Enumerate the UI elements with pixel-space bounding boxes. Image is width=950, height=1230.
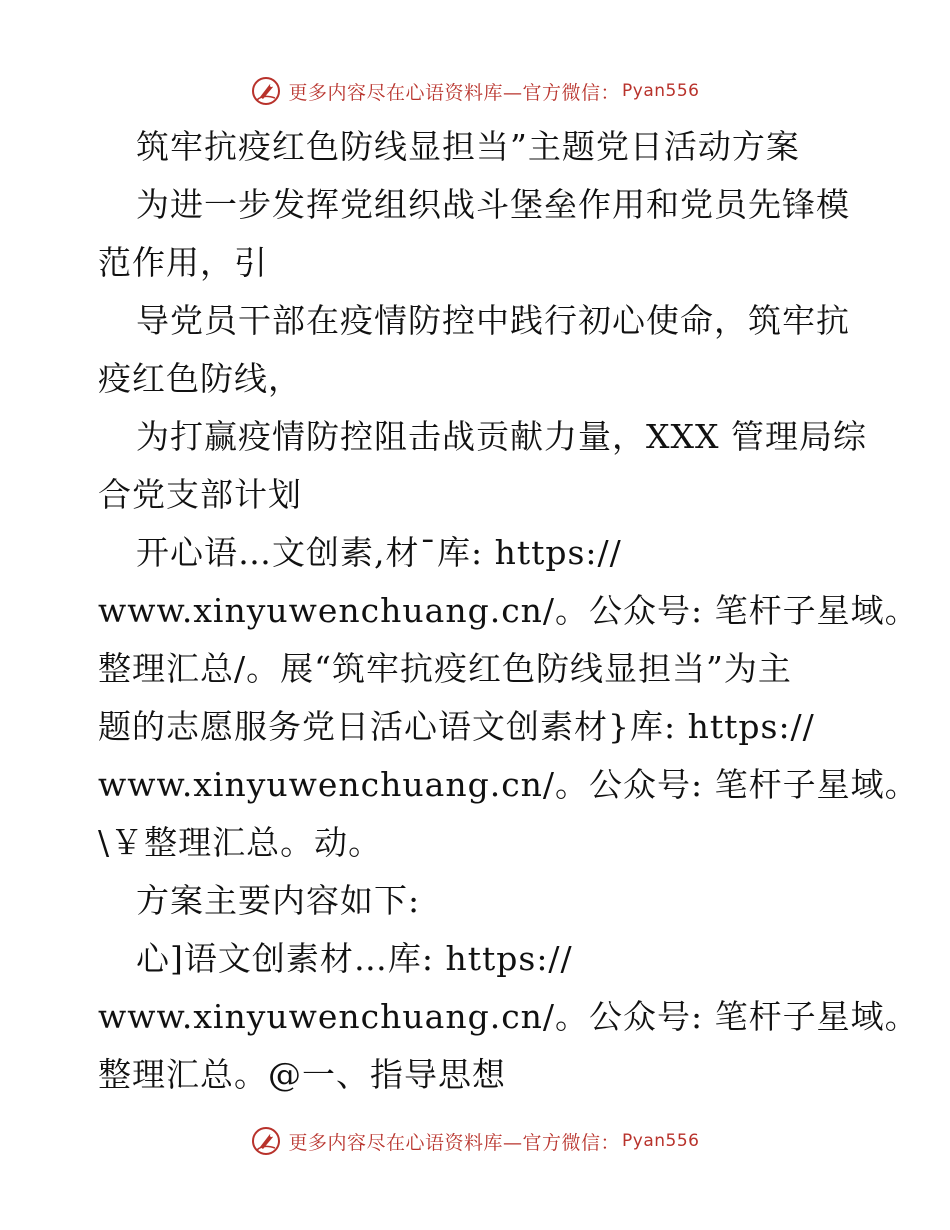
doc-title-line: 筑牢抗疫红色防线显担当”主题党日活动方案 (136, 127, 800, 166)
paragraph-line: 疫红色防线， (98, 359, 302, 398)
pen-nib-circle-logo-icon (251, 1126, 281, 1156)
paragraph-line: 合党支部计划 (98, 475, 302, 514)
footer-wechat-id: Pyan556 (622, 1131, 700, 1151)
paragraph-line: 为进一步发挥党组织战斗堡垒作用和党员先锋模 (136, 185, 850, 224)
paragraph-line: \￥整理汇总。动。 (98, 823, 383, 862)
paragraph-line: 方案主要内容如下: (136, 881, 421, 920)
section-heading-line: 整理汇总。@一、指导思想 (98, 1055, 506, 1094)
paragraph-line: 导党员干部在疫情防控中践行初心使命，筑牢抗 (136, 301, 850, 340)
paragraph-line: 开心语…文创素,材¯库: https:// (136, 533, 622, 572)
paragraph-line: 心]语文创素材…库: https:// (136, 939, 573, 978)
paragraph-line: 为打赢疫情防控阻击战贡献力量，XXX 管理局综 (136, 417, 867, 456)
url-line: www.xinyuwenchuang.cn/。公众号: 笔杆子星域。 (98, 591, 919, 630)
paragraph-line: 整理汇总/。展“筑牢抗疫红色防线显担当”为主 (98, 649, 792, 688)
url-line: www.xinyuwenchuang.cn/。公众号: 笔杆子星域。 (98, 765, 919, 804)
header-banner (0, 71, 950, 111)
footer-banner (0, 1121, 950, 1161)
document-body (98, 118, 919, 1104)
paragraph-line: 题的志愿服务党日活心语文创素材}库: https:// (98, 707, 815, 746)
header-wechat-id: Pyan556 (622, 81, 700, 101)
pen-nib-circle-logo-icon (251, 76, 281, 106)
header-text: 更多内容尽在心语资料库—官方微信： (288, 81, 621, 104)
paragraph-line: 范作用，引 (98, 243, 268, 282)
footer-text: 更多内容尽在心语资料库—官方微信： (288, 1131, 621, 1154)
url-line: www.xinyuwenchuang.cn/。公众号: 笔杆子星域。 (98, 997, 919, 1036)
